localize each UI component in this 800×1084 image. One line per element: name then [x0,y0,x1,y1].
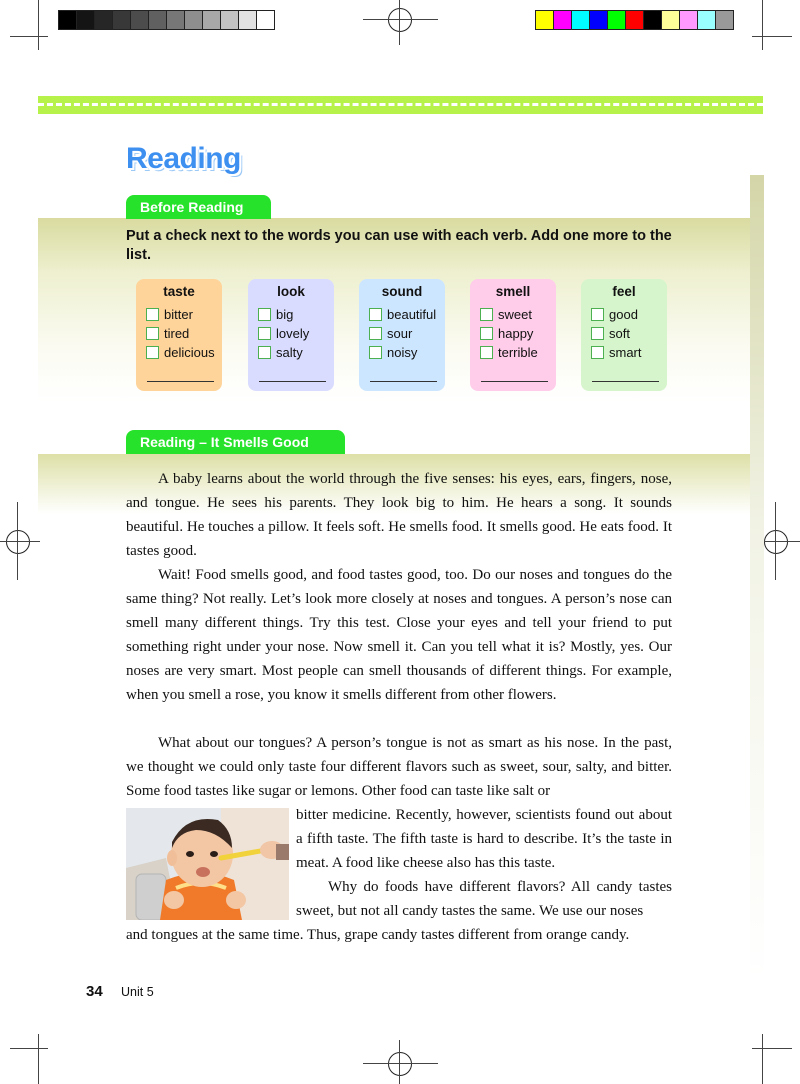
paragraph-2: Wait! Food smells good, and food tastes good, too. Do our noses and tongues do the same thing? Not really. Let’s look more closely at noses and tongues. A person’s nose can smell many different things. Try this test. Close your eyes and tell your friend to put something right under your nose. Now smell it. Can you tell what it is? Mostly, yes. Our noses are very smart. Most people can smell thousands of different things. For example, when you smell a rose, you know it smells different from other flowers. [126,567,672,703]
verb-card-feel [581,279,667,391]
word-label: lovely [276,325,310,341]
word-option[interactable] [369,306,436,322]
paragraph-1: A baby learns about the world through the five senses: his eyes, ears, fingers, nose, and tongue. He sees his parents. They look big to him. He hears a song. It sounds beautiful. He touches a pillow. It feels soft. He smells food. It smells good. He eats food. It tastes good. [126,471,672,559]
verb-card-taste [136,279,222,391]
calibration-swatch [590,11,608,29]
checkbox[interactable] [146,327,159,340]
verb-card-title: sound [381,284,423,299]
reading-tab: Reading – It Smells Good [126,430,345,454]
word-option[interactable] [146,325,189,341]
calibration-swatch [203,11,221,29]
calibration-swatch [680,11,698,29]
calibration-swatch [95,11,113,29]
right-edge-strip [750,175,764,980]
word-label: happy [498,325,534,341]
calibration-swatch [626,11,644,29]
verb-card-sound [359,279,445,391]
word-option[interactable] [258,306,293,322]
word-option[interactable] [591,325,630,341]
word-option[interactable] [146,344,215,360]
checkbox[interactable] [591,327,604,340]
before-reading-tab: Before Reading [126,195,271,219]
word-label: sour [387,325,413,341]
word-label: bitter [164,306,193,322]
checkbox[interactable] [146,308,159,321]
calibration-swatch [716,11,733,29]
word-label: beautiful [387,306,437,322]
page-title: Reading [126,142,241,175]
calibration-swatch [149,11,167,29]
paragraph-4-continued: and tongues at the same time. Thus, grape candy tastes different from orange candy. [126,927,630,943]
word-option[interactable] [480,344,538,360]
verb-card-smell [470,279,556,391]
checkbox[interactable] [258,308,271,321]
checkbox[interactable] [591,308,604,321]
baby-eating-illustration [126,808,289,920]
word-option[interactable] [258,325,309,341]
calibration-swatch [113,11,131,29]
word-label: smart [609,344,642,360]
word-option[interactable] [591,344,642,360]
word-option[interactable] [369,344,417,360]
page-number: 34 [86,983,103,1000]
checkbox[interactable] [480,346,493,359]
write-in-blank[interactable] [481,381,548,382]
calibration-swatch [131,11,149,29]
write-in-blank[interactable] [147,381,214,382]
color-calibration-bar [535,10,734,30]
write-in-blank[interactable] [370,381,437,382]
paragraph-4: Why do foods have different flavors? All candy tastes sweet, but not all candy tastes the same. We use our noses [296,879,672,919]
calibration-swatch [608,11,626,29]
paragraph-3: What about our tongues? A person’s tongue is not as smart as his nose. In the past, we thought we could only taste four different flavors such as sweet, sour, salty, and bitter. Some food tastes like sugar or lemons. Other food can taste like salt or [126,735,672,799]
word-option[interactable] [480,306,532,322]
green-dashed-band [38,96,763,114]
calibration-swatch [572,11,590,29]
word-label: big [276,306,294,322]
word-label: salty [276,344,303,360]
calibration-swatch [77,11,95,29]
write-in-blank[interactable] [592,381,659,382]
checkbox[interactable] [258,346,271,359]
word-label: noisy [387,344,418,360]
calibration-swatch [257,11,274,29]
word-label: delicious [164,344,215,360]
checkbox[interactable] [369,346,382,359]
calibration-swatch [221,11,239,29]
write-in-blank[interactable] [259,381,326,382]
unit-label: Unit 5 [121,985,154,999]
checkbox[interactable] [369,308,382,321]
checkbox[interactable] [369,327,382,340]
verb-card-title: taste [163,284,195,299]
calibration-swatch [554,11,572,29]
word-label: soft [609,325,630,341]
word-label: tired [164,325,190,341]
word-label: sweet [498,306,532,322]
checkbox[interactable] [146,346,159,359]
word-option[interactable] [146,306,193,322]
checkbox[interactable] [591,346,604,359]
calibration-swatch [644,11,662,29]
paragraph-3-continued: bitter medicine. Recently, however, scientists found out about a fifth taste. The fifth taste is hard to describe. It’s the taste in meat. A food like cheese also has this taste. [296,807,672,871]
calibration-swatch [167,11,185,29]
word-option[interactable] [591,306,638,322]
instruction-text: Put a check next to the words you can use with each verb. Add one more to the list. [126,228,672,263]
checkbox[interactable] [480,327,493,340]
calibration-swatch [239,11,257,29]
checkbox[interactable] [480,308,493,321]
word-option[interactable] [258,344,303,360]
verb-card-title: look [277,284,305,299]
verb-card-title: feel [612,284,636,299]
verb-card-title: smell [495,284,531,299]
baby-eating-photo [126,808,289,920]
calibration-swatch [59,11,77,29]
verb-card-look [248,279,334,391]
calibration-swatch [536,11,554,29]
word-label: terrible [498,344,538,360]
checkbox[interactable] [258,327,271,340]
calibration-swatch [185,11,203,29]
word-label: good [609,306,638,322]
word-option[interactable] [480,325,533,341]
calibration-swatch [698,11,716,29]
calibration-swatch [662,11,680,29]
grayscale-calibration-bar [58,10,275,30]
word-option[interactable] [369,325,412,341]
